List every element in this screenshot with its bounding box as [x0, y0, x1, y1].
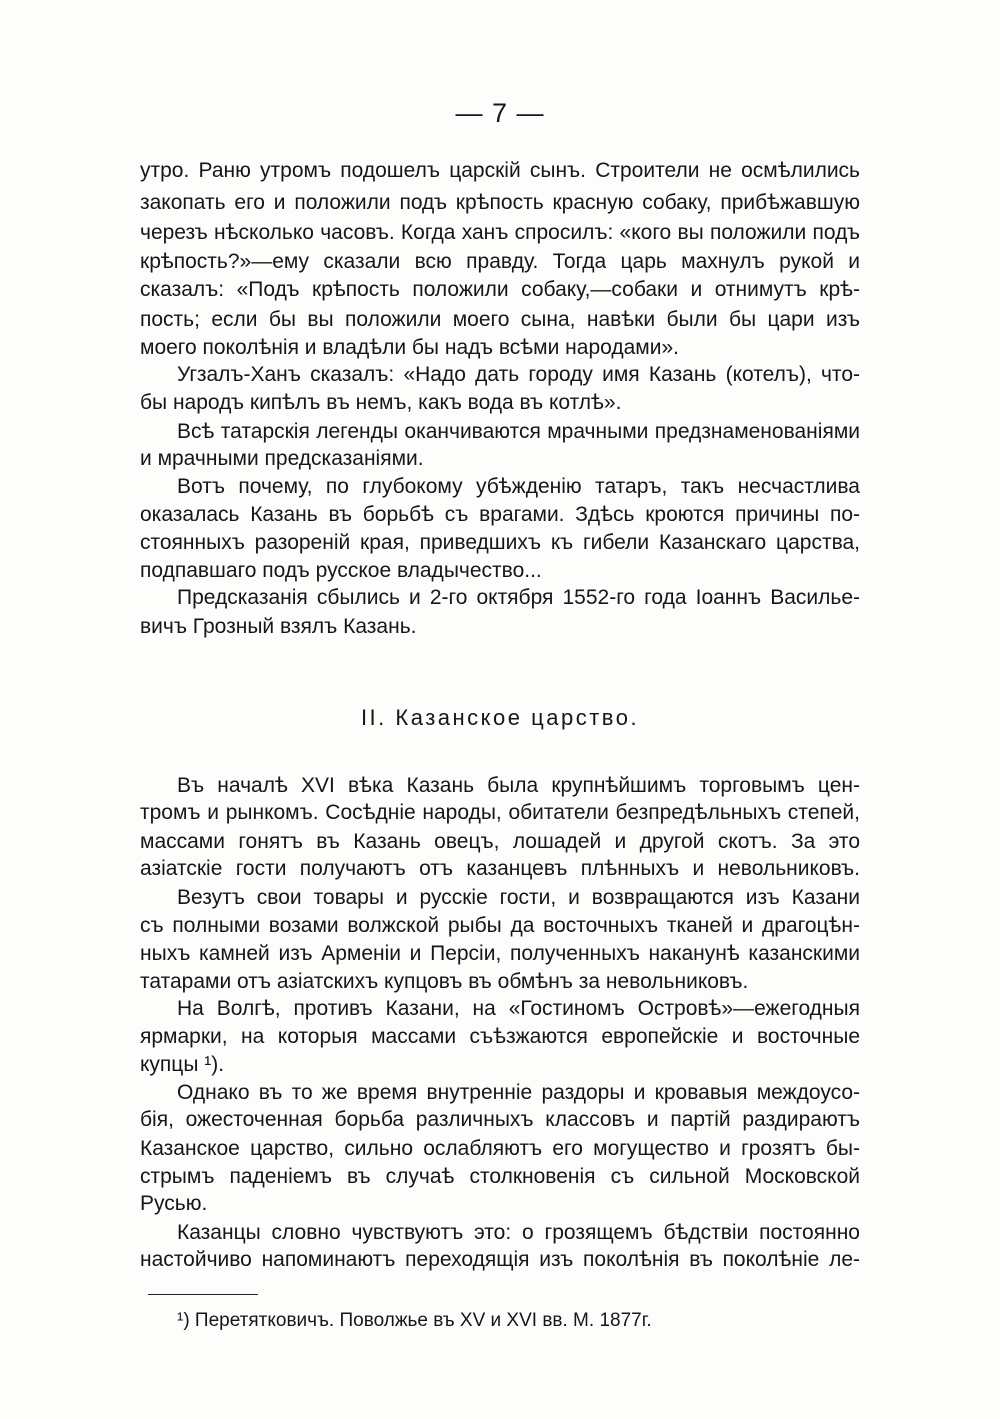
- text-line: Казанское царство, сильно ослабляютъ его могущество и грозятъ бы-: [140, 1137, 860, 1160]
- text-line: настойчиво напоминаютъ переходящія изъ поколѣнія въ поколѣніе ле-: [140, 1248, 860, 1271]
- text-line: Предсказанія сбылись и 2-го октября 1552-го года Іоаннъ Василье-: [177, 586, 860, 609]
- text-line: Русью.: [140, 1192, 208, 1215]
- page-number: — 7 —: [455, 98, 545, 128]
- text-line: азіатскіе гости получаютъ отъ казанцевъ плѣнныхъ и невольниковъ.: [140, 857, 860, 880]
- text-line: вичъ Грозный взялъ Казань.: [140, 615, 417, 638]
- text-line: массами гонятъ въ Казань овецъ, лошадей и другой скотъ. За это: [140, 830, 860, 853]
- text-line: тромъ и рынкомъ. Сосѣдніе народы, обитатели безпредѣльныхъ степей,: [140, 801, 860, 824]
- text-line: закопать его и положили подъ крѣпость красную собаку, прибѣжавшую: [140, 191, 860, 214]
- text-line: Везутъ свои товары и русскіе гости, и возвращаются изъ Казани: [177, 886, 860, 909]
- text-line: Казанцы словно чувствуютъ это: о грозящемъ бѣдствіи постоянно: [177, 1221, 860, 1244]
- text-line: моего поколѣнія и владѣли бы надъ всѣми народами».: [140, 336, 679, 359]
- footnote-divider: [148, 1294, 258, 1295]
- text-line: Угзалъ-Ханъ сказалъ: «Надо дать городу имя Казань (котелъ), что-: [177, 363, 860, 386]
- text-line: стрымъ паденіемъ въ случаѣ столкновенія съ сильной Московской: [140, 1165, 860, 1188]
- footnote: ¹) Перетятковичъ. Поволжье въ XV и XVI вв. М. 1877г.: [177, 1310, 652, 1331]
- text-line: оказалась Казань въ борьбѣ съ врагами. Здѣсь кроются причины по-: [140, 503, 860, 526]
- text-line: черезъ нѣсколько часовъ. Когда ханъ спросилъ: «кого вы положили подъ: [140, 221, 860, 244]
- text-line: На Волгѣ, противъ Казани, на «Гостиномъ Островѣ»—ежегодныя: [177, 997, 860, 1020]
- text-line: стоянныхъ разореній края, приведшихъ къ гибели Казанскаго царства,: [140, 531, 860, 554]
- text-line: ныхъ камней изъ Арменіи и Персіи, полученныхъ наканунѣ казанскими: [140, 942, 860, 965]
- text-line: бія, ожесточенная борьба различныхъ классовъ и партій раздираютъ: [140, 1108, 860, 1131]
- text-line: татарами отъ азіатскихъ купцовъ въ обмѣнъ за невольниковъ.: [140, 970, 749, 993]
- text-line: и мрачными предсказаніями.: [140, 447, 424, 470]
- section-heading: II. Казанское царство.: [360, 705, 640, 730]
- text-line: пость; если бы вы положили моего сына, навѣки были бы цари изъ: [140, 308, 860, 331]
- text-line: ярмарки, на которыя массами съѣзжаются европейскіе и восточные: [140, 1025, 860, 1048]
- text-line: Въ началѣ XVI вѣка Казань была крупнѣйшимъ торговымъ цен-: [177, 774, 860, 797]
- text-line: съ полными возами волжской рыбы да восточныхъ тканей и драгоцѣн-: [140, 914, 860, 937]
- text-line: Однако въ то же время внутренніе раздоры и кровавыя междоусо-: [177, 1081, 860, 1104]
- text-line: крѣпость?»—ему сказали всю правду. Тогда царь махнулъ рукой и: [140, 250, 860, 273]
- text-line: утро. Раню утромъ подошелъ царскій сынъ. Строители не осмѣлились: [140, 159, 860, 182]
- text-line: подпавшаго подъ русское владычество...: [140, 559, 542, 582]
- text-line: Вотъ почему, по глубокому убѣжденію татаръ, такъ несчастлива: [177, 475, 860, 498]
- text-line: купцы ¹).: [140, 1053, 225, 1076]
- text-line: бы народъ кипѣлъ въ немъ, какъ вода въ котлѣ».: [140, 391, 622, 414]
- text-line: Всѣ татарскія легенды оканчиваются мрачными предзнаменованіями: [177, 420, 860, 443]
- text-line: сказалъ: «Подъ крѣпость положили собаку,—собаки и отнимутъ крѣ-: [140, 278, 860, 301]
